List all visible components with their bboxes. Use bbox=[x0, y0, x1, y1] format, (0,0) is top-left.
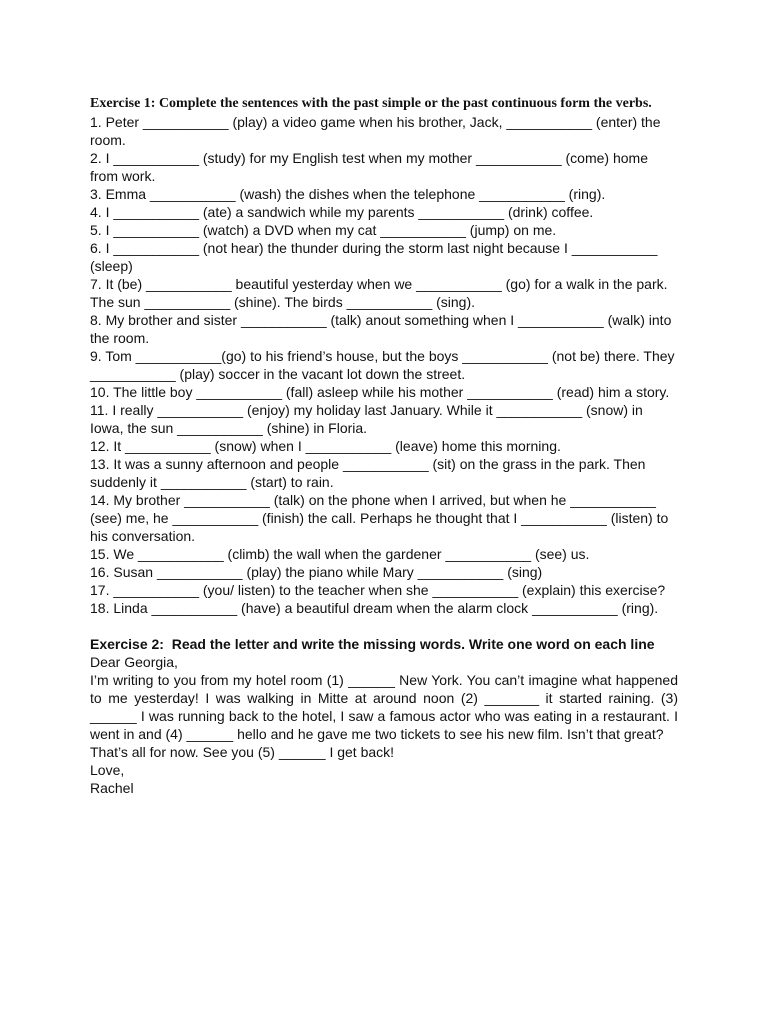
exercise-item: 13. It was a sunny afternoon and people ___________ (sit) on the grass in the park. Then suddenly it ___________ (start) to rain. bbox=[90, 456, 650, 490]
exercise-1 bbox=[90, 95, 678, 617]
exercise-item: 5. I ___________ (watch) a DVD when my cat ___________ (jump) on me. bbox=[90, 222, 557, 238]
letter-closing-line: That’s all for now. See you (5) ______ I get back! bbox=[90, 744, 395, 760]
exercise-item: 9. Tom ___________(go) to his friend’s house, but the boys ___________ (not be) there. They ___________ (play) soccer in the vacant lot down the street. bbox=[90, 348, 679, 382]
worksheet bbox=[90, 95, 682, 797]
letter-greeting: Dear Georgia, bbox=[90, 654, 178, 670]
exercise-1-list bbox=[90, 113, 678, 617]
letter-signoff: Love, bbox=[90, 762, 125, 778]
exercise-item: 12. It ___________ (snow) when I ___________ (leave) home this morning. bbox=[90, 438, 561, 454]
exercise-item: 16. Susan ___________ (play) the piano while Mary ___________ (sing) bbox=[90, 564, 543, 580]
letter-signature: Rachel bbox=[90, 780, 134, 796]
exercise-item: 11. I really ___________ (enjoy) my holiday last January. While it ___________ (snow) in Iowa, the sun ___________ (shine) in Floria. bbox=[90, 402, 647, 436]
exercise-item: 2. I ___________ (study) for my English test when my mother ___________ (come) home from work. bbox=[90, 150, 652, 184]
exercise-item: 10. The little boy ___________ (fall) asleep while his mother ___________ (read) him a story. bbox=[90, 384, 670, 400]
exercise-item: 6. I ___________ (not hear) the thunder during the storm last night because I ___________ (sleep) bbox=[90, 240, 662, 274]
exercise-2-heading: Exercise 2: Read the letter and write the missing words. Write one word on each line bbox=[90, 636, 655, 652]
exercise-item: 15. We ___________ (climb) the wall when the gardener ___________ (see) us. bbox=[90, 546, 590, 562]
exercise-item: 18. Linda ___________ (have) a beautiful dream when the alarm clock ___________ (ring). bbox=[90, 600, 659, 616]
exercise-item: 17. ___________ (you/ listen) to the teacher when she ___________ (explain) this exercise? bbox=[90, 582, 666, 598]
exercise-item: 14. My brother ___________ (talk) on the phone when I arrived, but when he ___________ (see) me, he ___________ (finish) the call. Perhaps he thought that I ___________ (listen) to his conversation. bbox=[90, 492, 673, 544]
exercise-item: 3. Emma ___________ (wash) the dishes when the telephone ___________ (ring). bbox=[90, 186, 606, 202]
section-spacer bbox=[90, 617, 678, 635]
letter-body: I’m writing to you from my hotel room (1) ______ New York. You can’t imagine what happened to me yesterday! I was walking in Mitte at around noon (2) _______ it started raining. (3) ______ I was running back to the hotel, I saw a famous actor who was eating in a restaurant. I went in and (4) ______ hello and he gave me two tickets to see his new film. Isn’t that great? bbox=[90, 672, 682, 742]
exercise-item: 1. Peter ___________ (play) a video game when his brother, Jack, ___________ (enter) the room. bbox=[90, 114, 665, 148]
exercise-item: 7. It (be) ___________ beautiful yesterday when we ___________ (go) for a walk in the park. The sun ___________ (shine). The birds ___________ (sing). bbox=[90, 276, 672, 310]
exercise-1-heading: Exercise 1: Complete the sentences with the past simple or the past continuous form the verbs. bbox=[90, 96, 652, 111]
exercise-item: 4. I ___________ (ate) a sandwich while my parents ___________ (drink) coffee. bbox=[90, 204, 594, 220]
exercise-item: 8. My brother and sister ___________ (talk) anout something when I ___________ (walk) into the room. bbox=[90, 312, 676, 346]
exercise-2 bbox=[90, 635, 682, 797]
